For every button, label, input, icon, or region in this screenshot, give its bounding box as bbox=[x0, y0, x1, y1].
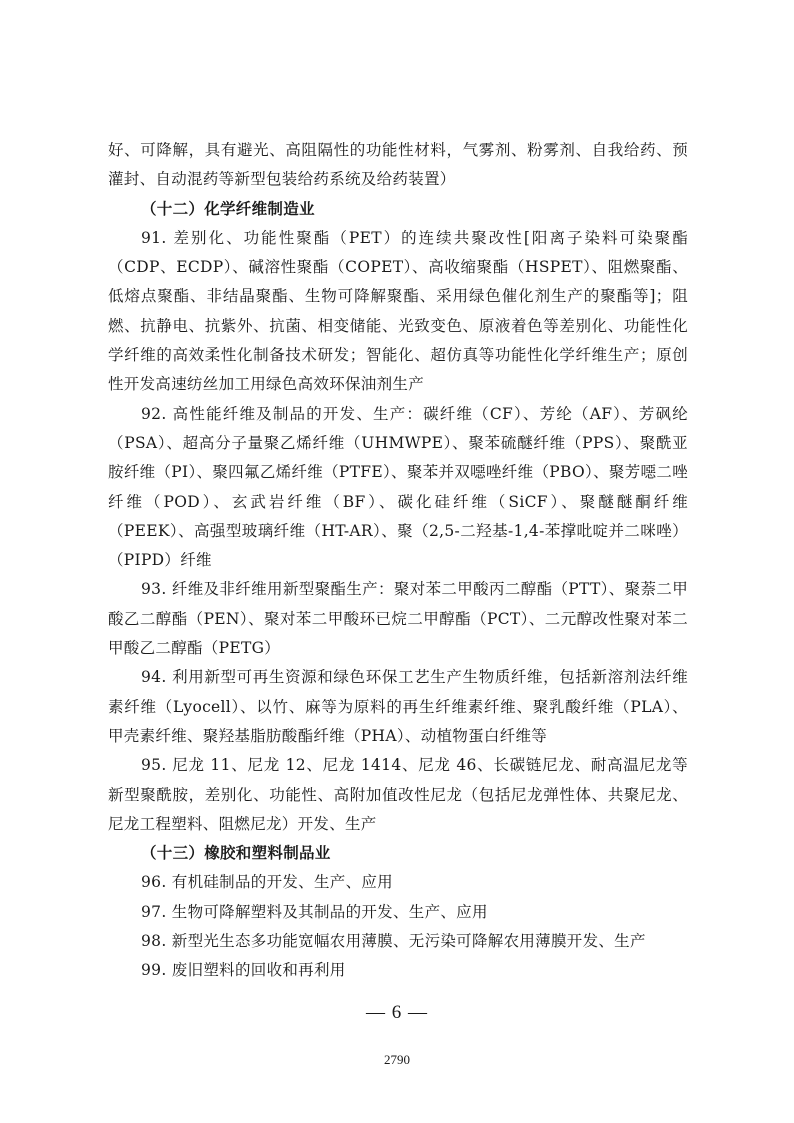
page-number: — 6 — bbox=[366, 1002, 428, 1023]
paragraph-item-92: 92. 高性能纤维及制品的开发、生产：碳纤维（CF）、芳纶（AF）、芳砜纶（PSA）、超高分子量聚乙烯纤维（UHMWPE）、聚苯硫醚纤维（PPS）、聚酰亚胺纤维（PI）、聚四氟乙烯纤维（PTFE）、聚苯并双噁唑纤维（PBO）、聚芳噁二唑纤维（POD）、玄武岩纤维（BF）、碳化硅纤维（SiCF）、聚醚醚酮纤维（PEEK）、高强型玻璃纤维（HT-AR）、聚（2,5-二羟基-1,4-苯撑吡啶并二咪唑）（PIPD）纤维 bbox=[108, 404, 688, 570]
document-body bbox=[108, 136, 688, 986]
paragraph-item-99: 99. 废旧塑料的回收和再利用 bbox=[141, 961, 346, 980]
paragraph-item-91: 91. 差别化、功能性聚酯（PET）的连续共聚改性[阳离子染料可染聚酯（CDP、ECDP）、碱溶性聚酯（COPET）、高收缩聚酯（HSPET）、阻燃聚酯、低熔点聚酯、非结晶聚酯、生物可降解聚酯、采用绿色催化剂生产的聚酯等]；阻燃、抗静电、抗紫外、抗菌、相变储能、光致变色、原液着色等差别化、功能性化学纤维的高效柔性化制备技术研发；智能化、超仿真等功能性化学纤维生产；原创性开发高速纺丝加工用绿色高效环保油剂生产 bbox=[108, 228, 688, 394]
section-heading-chemical-fiber: （十二）化学纤维制造业 bbox=[141, 199, 315, 218]
paragraph-continuation: 好、可降解，具有避光、高阻隔性的功能性材料，气雾剂、粉雾剂、自我给药、预灌封、自动混药等新型包装给药系统及给药装置） bbox=[108, 141, 688, 189]
folio-number: 2790 bbox=[384, 1052, 410, 1067]
paragraph-item-96: 96. 有机硅制品的开发、生产、应用 bbox=[141, 873, 393, 892]
paragraph-item-93: 93. 纤维及非纤维用新型聚酯生产：聚对苯二甲酸丙二醇酯（PTT）、聚萘二甲酸乙二醇酯（PEN）、聚对苯二甲酸环已烷二甲醇酯（PCT）、二元醇改性聚对苯二甲酸乙二醇酯（PETG） bbox=[108, 580, 688, 658]
section-heading-rubber-plastic: （十三）橡胶和塑料制品业 bbox=[141, 844, 331, 863]
paragraph-item-97: 97. 生物可降解塑料及其制品的开发、生产、应用 bbox=[141, 902, 488, 921]
paragraph-item-95: 95. 尼龙 11、尼龙 12、尼龙 1414、尼龙 46、长碳链尼龙、耐高温尼龙等新型聚酰胺，差别化、功能性、高附加值改性尼龙（包括尼龙弹性体、共聚尼龙、尼龙工程塑料、阻燃尼龙）开发、生产 bbox=[108, 756, 688, 833]
paragraph-item-94: 94. 利用新型可再生资源和绿色环保工艺生产生物质纤维，包括新溶剂法纤维素纤维（Lyocell）、以竹、麻等为原料的再生纤维素纤维、聚乳酸纤维（PLA）、甲壳素纤维、聚羟基脂肪酸酯纤维（PHA）、动植物蛋白纤维等 bbox=[108, 668, 688, 745]
paragraph-item-98: 98. 新型光生态多功能宽幅农用薄膜、无污染可降解农用薄膜开发、生产 bbox=[141, 932, 646, 951]
